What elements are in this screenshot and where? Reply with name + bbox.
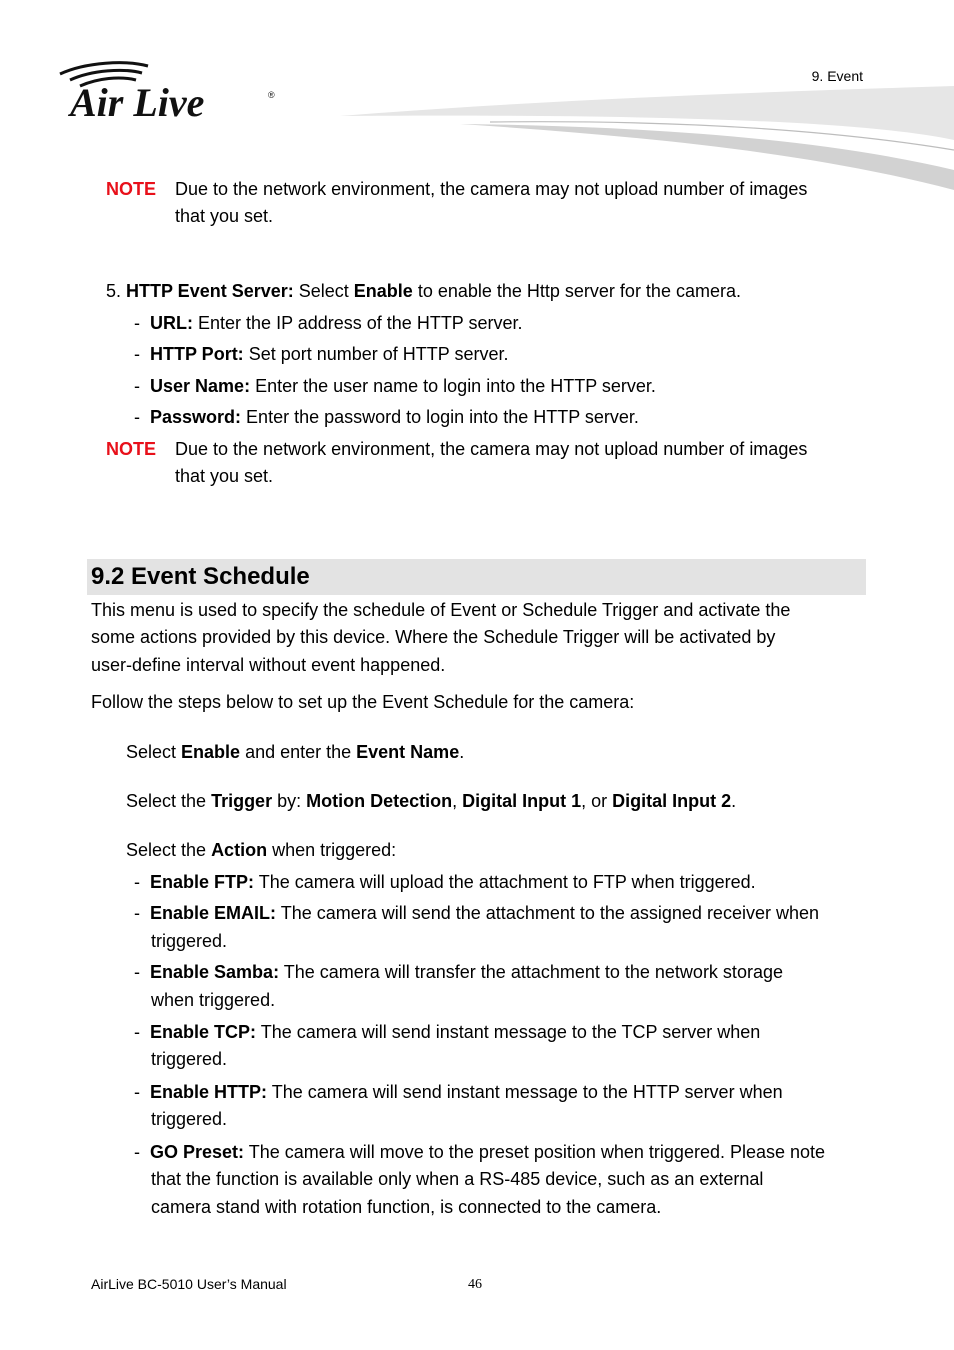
action-ftp xyxy=(134,869,756,896)
footer-manual-title: AirLive BC-5010 User’s Manual xyxy=(91,1276,287,1292)
section-title: 9.2 Event Schedule xyxy=(91,563,310,590)
note-label: NOTE xyxy=(106,179,157,199)
chapter-label: 9. Event xyxy=(811,68,863,84)
step-action xyxy=(126,837,396,864)
note-2 xyxy=(106,436,156,463)
step-term: Enable xyxy=(181,742,241,762)
svg-text:Air Live: Air Live xyxy=(70,80,205,125)
sub-term: HTTP Port: xyxy=(150,344,244,364)
sub-text: Enter the IP address of the HTTP server. xyxy=(193,313,523,333)
step-enable xyxy=(126,739,464,766)
airlive-logo xyxy=(56,58,286,128)
dash: - xyxy=(134,962,140,982)
step-term: Motion Detection xyxy=(306,791,453,811)
action-samba xyxy=(134,959,783,986)
item-text: to enable the Http server for the camera. xyxy=(412,281,741,301)
action-go-preset xyxy=(134,1139,825,1166)
action-email-cont: triggered. xyxy=(151,931,228,951)
step-text: by: xyxy=(272,791,307,811)
step-term: Digital Input 1 xyxy=(462,791,582,811)
action-email xyxy=(134,900,819,927)
note-1 xyxy=(106,176,156,203)
sub-term: URL: xyxy=(150,313,194,333)
svg-text:®: ® xyxy=(268,90,275,100)
action-term: Enable FTP: xyxy=(150,872,255,892)
dash: - xyxy=(134,1142,140,1162)
action-term: GO Preset: xyxy=(150,1142,245,1162)
follow-steps: Follow the steps below to set up the Event Schedule for the camera: xyxy=(91,692,635,712)
intro-line-3: user-define interval without event happened. xyxy=(91,655,446,675)
action-http-cont: triggered. xyxy=(151,1109,228,1129)
item-term: HTTP Event Server: xyxy=(126,281,294,301)
step-text: and enter the xyxy=(240,742,357,762)
sub-item-url xyxy=(134,310,523,337)
action-term: Enable Samba: xyxy=(150,962,280,982)
dash: - xyxy=(134,903,140,923)
dash: - xyxy=(134,407,140,427)
step-term: Digital Input 2 xyxy=(612,791,732,811)
action-term: Enable EMAIL: xyxy=(150,903,277,923)
note-2-line-2: that you set. xyxy=(175,466,274,486)
step-text: Select xyxy=(126,742,182,762)
action-go-preset-cont-1: that the function is available only when a RS-485 device, such as an external xyxy=(151,1169,764,1189)
step-term: Action xyxy=(211,840,268,860)
step-text: , xyxy=(452,791,463,811)
intro-line-1: This menu is used to specify the schedule of Event or Schedule Trigger and activate the xyxy=(91,600,791,620)
action-text: The camera will transfer the attachment to the network storage xyxy=(279,962,783,982)
dash: - xyxy=(134,872,140,892)
action-text: The camera will send instant message to the HTTP server when xyxy=(267,1082,783,1102)
note-1-line-2: that you set. xyxy=(175,206,274,226)
sub-item-password xyxy=(134,404,639,431)
note-label: NOTE xyxy=(106,439,157,459)
http-event-server-item xyxy=(106,278,741,305)
action-term: Enable HTTP: xyxy=(150,1082,268,1102)
action-http xyxy=(134,1079,783,1106)
action-tcp-cont: triggered. xyxy=(151,1049,228,1069)
note-2-line-1: Due to the network environment, the camera may not upload number of images xyxy=(175,439,808,459)
section-header-bar xyxy=(87,559,866,595)
sub-item-user-name xyxy=(134,373,656,400)
page-number: 46 xyxy=(468,1277,482,1292)
step-text: . xyxy=(731,791,737,811)
sub-item-http-port xyxy=(134,341,508,368)
item-number: 5. xyxy=(106,281,127,301)
item-text: Select xyxy=(293,281,354,301)
step-trigger xyxy=(126,788,736,815)
sub-text: Enter the user name to login into the HTTP server. xyxy=(250,376,656,396)
step-term: Trigger xyxy=(211,791,273,811)
action-text: The camera will send the attachment to the assigned receiver when xyxy=(276,903,819,923)
dash: - xyxy=(134,376,140,396)
sub-text: Set port number of HTTP server. xyxy=(243,344,509,364)
dash: - xyxy=(134,344,140,364)
action-text: The camera will move to the preset position when triggered. Please note xyxy=(244,1142,826,1162)
enable-term: Enable xyxy=(353,281,413,301)
wireless-arcs-icon xyxy=(56,58,286,128)
sub-term: Password: xyxy=(150,407,242,427)
action-go-preset-cont-2: camera stand with rotation function, is connected to the camera. xyxy=(151,1197,662,1217)
note-1-line-1: Due to the network environment, the camera may not upload number of images xyxy=(175,179,808,199)
intro-line-2: some actions provided by this device. Where the Schedule Trigger will be activated by xyxy=(91,627,776,647)
step-text: Select the xyxy=(126,840,212,860)
step-term: Event Name xyxy=(356,742,460,762)
step-text: Select the xyxy=(126,791,212,811)
action-term: Enable TCP: xyxy=(150,1022,257,1042)
sub-term: User Name: xyxy=(150,376,251,396)
dash: - xyxy=(134,313,140,333)
dash: - xyxy=(134,1022,140,1042)
step-text: , or xyxy=(581,791,613,811)
step-text: . xyxy=(459,742,465,762)
action-text: The camera will send instant message to the TCP server when xyxy=(256,1022,761,1042)
sub-text: Enter the password to login into the HTTP server. xyxy=(241,407,639,427)
action-text: The camera will upload the attachment to FTP when triggered. xyxy=(254,872,756,892)
dash: - xyxy=(134,1082,140,1102)
action-tcp xyxy=(134,1019,760,1046)
action-samba-cont: when triggered. xyxy=(151,990,276,1010)
step-text: when triggered: xyxy=(267,840,397,860)
